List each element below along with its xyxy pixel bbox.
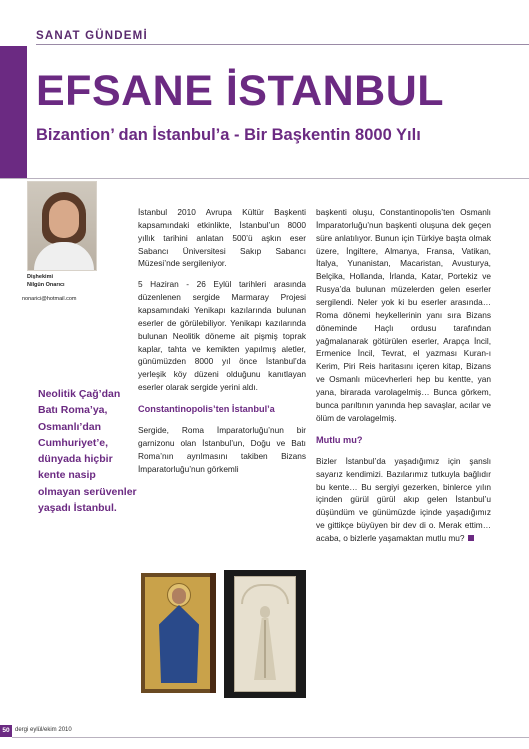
ivory-relief-icon — [224, 570, 306, 698]
article-column-2 — [138, 206, 306, 484]
author-portrait-icon — [27, 181, 97, 271]
article-paragraph: Sergide, Roma İmparatorluğu’nun bir garnizonu olan İstanbul’un, Doğu ve Batı Roma’nın ayrılmasını takiben Bizans İmparatorluğu’nun görkemli — [138, 425, 306, 474]
header-rule — [0, 178, 529, 179]
author-email: nonarici@hotmail.com — [22, 296, 77, 302]
article-paragraph-text: Bizler İstanbul’da yaşadığımız için şanslı sayarız kendimizi. Bazılarımız tutkuyla bağlıdır bu kente… Bu sergiyi gezerken, binlerce yılın içinden gürül gürül akıp gelen İstanbul’u düşündüm ve günümüzde içinde yaşadığımız ve gittikçe büyüyen bir dev di o. Merak ettim…acaba, o bizlerle yaşamaktan mutlu mu? — [316, 455, 491, 544]
footer-text: dergi eylül/ekim 2010 — [15, 727, 72, 733]
article-heading: Mutlu mu? — [316, 434, 363, 445]
byzantine-mosaic-icon — [141, 573, 216, 693]
article-heading: Constantinopolis’ten İstanbul’a — [138, 404, 275, 415]
page-subtitle: Bizantion’ dan İstanbul’a - Bir Başkentin 8000 Yılı — [36, 126, 421, 144]
article-paragraph: başkenti oluşu, Constantinopolis’ten Osmanlı İmparatorluğu’nun başkenti oluşuna dek geçen süre anlatılıyor. Bunun için Türkiye başta olmak üzere, İngiltere, Almanya, Fransa, Vatikan, İtalya, Yunanistan, Macaristan, Avusturya, Belçika, Hollanda, İrlanda, Katar, Portekiz ve Rusya’da bulunan müzelerden gelen eserler sergilendi. Neler yok ki bu eserler arasında… Roma dönemi heykellerinin yanı sıra Bizans döneminde Haçlı ordusu tarafından yağmalanarak götürülen eserler, Arapça İncil, Ermenice İncil, Tevrat, el yazması Kuran-ı Kerim, Piri Reis haritasını içeren kitap, Bizans ve Osmanlı mücevherleri hep bu kentte, yan yana, birarada varolagelmiş… Bunca görkem, bunca parıltının yanında hep savaşlar, acılar ve ölüm de varolagelmiş. — [316, 207, 491, 423]
article-paragraph: İstanbul 2010 Avrupa Kültür Başkenti kapsamındaki etkinlikte, İstanbul’un 8000 yıllık tarihini anlatan 500’ü aşkın eser Sabancı Üniversitesi Sakıp Sabancı Müzesi’nde sergileniyor. — [138, 207, 306, 269]
section-label: SANAT GÜNDEMİ — [36, 30, 148, 42]
author-fullname: Nilgün Onarıcı — [27, 281, 65, 288]
author-name — [27, 274, 65, 290]
author-role: Dişhekimi — [27, 274, 53, 280]
article-column-3 — [316, 206, 491, 553]
accent-tab — [0, 46, 27, 178]
page-title: EFSANE İSTANBUL — [36, 67, 445, 115]
section-rule — [36, 44, 529, 45]
end-mark-icon — [468, 535, 474, 541]
article-paragraph-last — [316, 455, 491, 545]
footer-rule — [12, 737, 529, 738]
article-paragraph: 5 Haziran - 26 Eylül tarihleri arasında düzenlenen sergide Marmaray Projesi kapsamındaki Yenikapı kazılarında bulunan eserler de görülebiliyor. Yenikapı kazılarında bulunan Neolitik döneme ait pişmiş toprak kaplar, tahta ve kemikten yapılmış aletler, günümüzden 8000 yıl önce İstanbul’da yerleşik köy düzeni olduğunu kanıtlayan eserler olarak sergide yerini aldı. — [138, 279, 306, 393]
pull-quote: Neolitik Çağ’dan Batı Roma’ya, Osmanlı’dan Cumhuriyet’e, dünyada hiçbir kente nasip olmayan serüvenler yaşadı İstanbul. — [38, 388, 137, 514]
page-number: 50 — [0, 725, 12, 737]
